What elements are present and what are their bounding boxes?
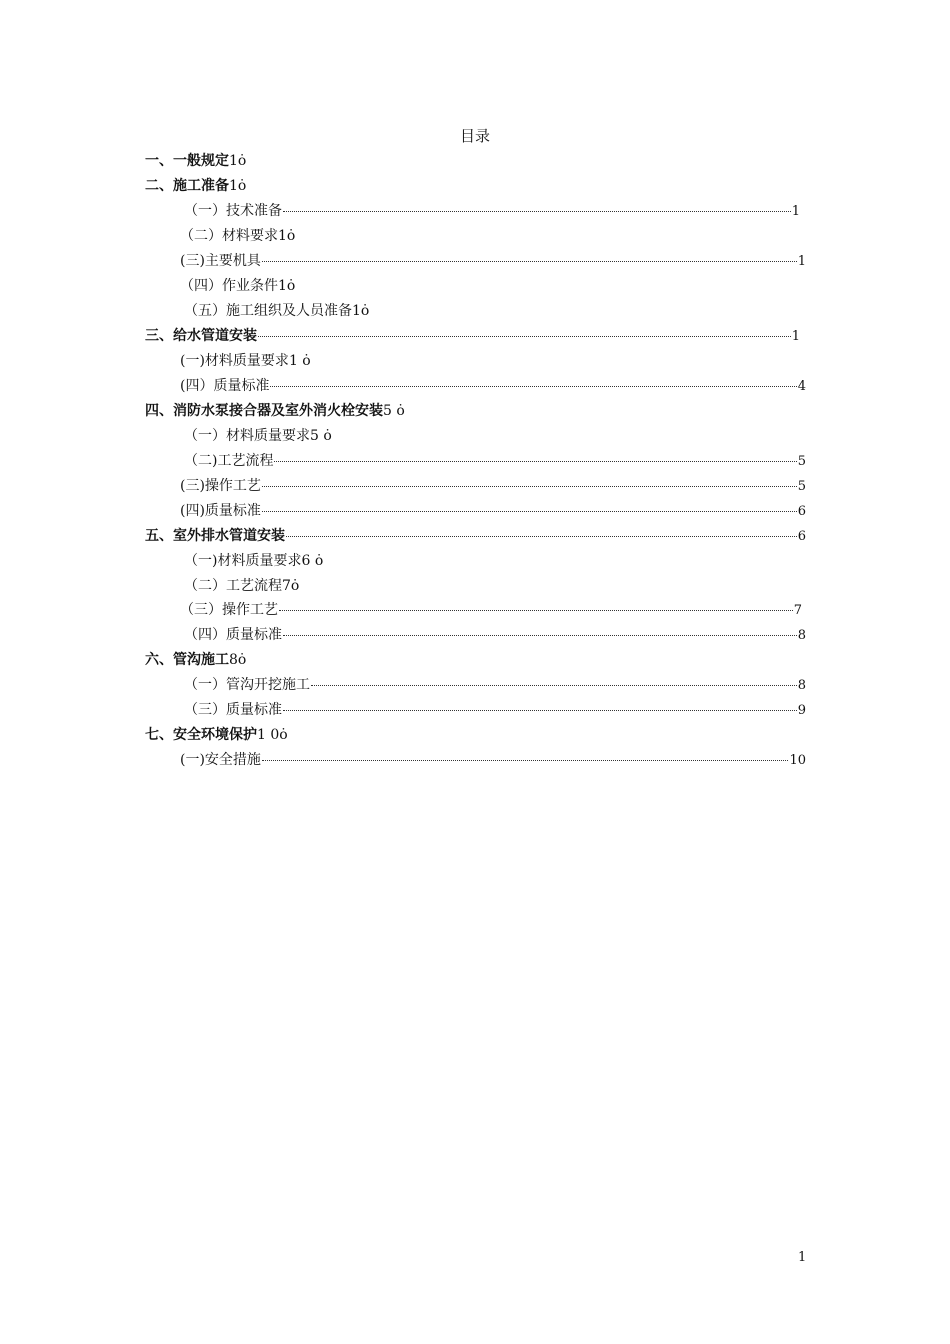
toc-section-entry[interactable] (184, 698, 806, 722)
toc-section-entry[interactable] (184, 199, 800, 223)
dot-leader (283, 709, 797, 711)
toc-chapter-entry[interactable] (145, 723, 288, 747)
toc-section-entry[interactable] (180, 598, 802, 622)
toc-entry-text: 三、给水管道安装 (145, 328, 257, 344)
toc-entry-text: 四、消防水泵接合器及室外消火栓安装 (145, 403, 383, 419)
toc-page-number: 8 (797, 678, 806, 693)
dot-leader (262, 510, 797, 512)
dot-leader (311, 684, 797, 686)
toc-entry-suffix: 6 ȯ (301, 553, 324, 569)
toc-entry-text: 七、安全环境保护 (145, 727, 257, 743)
toc-entry-text: （四）作业条件 (180, 278, 278, 294)
toc-entry-text: 六、管沟施工 (145, 652, 229, 668)
toc-entry-text: （四）质量标准 (184, 627, 282, 643)
toc-page-number: 6 (797, 504, 806, 519)
dot-leader (262, 260, 797, 262)
toc-entry-suffix: 5 ȯ (310, 428, 332, 444)
toc-chapter-entry[interactable] (145, 149, 246, 173)
toc-chapter-entry[interactable] (145, 524, 806, 548)
toc-section-entry[interactable] (180, 474, 806, 498)
toc-entry-text: （三）质量标准 (184, 702, 282, 718)
toc-entry-text: (一)材料质量要求 (180, 353, 289, 369)
toc-entry-text: （一）技术准备 (184, 203, 282, 219)
toc-section-entry[interactable] (184, 299, 369, 323)
dot-leader (262, 759, 789, 761)
toc-section-entry[interactable] (180, 748, 806, 772)
toc-entry-text: 五、室外排水管道安装 (145, 528, 285, 544)
toc-section-entry[interactable] (184, 673, 806, 697)
toc-section-entry[interactable] (180, 499, 806, 523)
toc-page-number: 6 (797, 529, 806, 544)
toc-chapter-entry[interactable] (145, 648, 246, 672)
toc-entry-text: (四)质量标准 (180, 503, 261, 519)
dot-leader (283, 634, 797, 636)
toc-section-entry[interactable] (184, 424, 332, 448)
toc-section-entry[interactable] (184, 623, 806, 647)
toc-page-number: 5 (797, 479, 806, 494)
toc-section-entry[interactable] (184, 574, 299, 598)
dot-leader (274, 460, 796, 462)
toc-entry-suffix: 1ȯ (278, 228, 296, 244)
toc-entry-suffix: 1 0ȯ (257, 727, 288, 743)
toc-entry-text: 一、一般规定 (145, 153, 229, 169)
toc-entry-text: 二、施工准备 (145, 178, 229, 194)
dot-leader (279, 609, 793, 611)
dot-leader (258, 335, 791, 337)
toc-section-entry[interactable] (180, 249, 806, 273)
toc-page-number: 10 (789, 753, 806, 768)
toc-page-number: 1 (791, 329, 800, 344)
toc-section-entry[interactable] (180, 374, 806, 398)
toc-entry-text: (三)操作工艺 (180, 478, 261, 494)
toc-entry-suffix: 7ȯ (282, 578, 300, 594)
toc-section-entry[interactable] (184, 449, 806, 473)
dot-leader (262, 485, 797, 487)
toc-page-number: 4 (797, 379, 806, 394)
toc-entry-text: （一）管沟开挖施工 (184, 677, 310, 693)
toc-entry-suffix: 1ȯ (229, 153, 247, 169)
toc-section-entry[interactable] (180, 224, 295, 248)
toc-entry-suffix: 1 ȯ (288, 353, 311, 369)
toc-entry-suffix: 1ȯ (278, 278, 296, 294)
toc-title: 目录 (459, 127, 490, 145)
toc-page-number: 1 (791, 204, 800, 219)
dot-leader (270, 385, 796, 387)
toc-page-number: 8 (797, 628, 806, 643)
toc-entry-suffix: 1ȯ (352, 303, 370, 319)
toc-entry-text: (三)主要机具 (180, 253, 261, 269)
dot-leader (283, 210, 791, 212)
toc-entry-suffix: 1ȯ (229, 178, 247, 194)
page-number: 1 (798, 1250, 807, 1265)
toc-entry-text: （五）施工组织及人员准备 (184, 303, 352, 319)
toc-page-number: 5 (797, 454, 806, 469)
dot-leader (286, 535, 797, 537)
toc-section-entry[interactable] (180, 349, 311, 373)
toc-section-entry[interactable] (184, 549, 323, 573)
toc-section-entry[interactable] (180, 274, 295, 298)
toc-entry-text: (一)安全措施 (180, 752, 261, 768)
toc-page-number: 9 (797, 703, 806, 718)
toc-chapter-entry[interactable] (145, 174, 246, 198)
toc-entry-text: （二)工艺流程 (184, 453, 274, 469)
toc-chapter-entry[interactable] (145, 324, 800, 348)
toc-chapter-entry[interactable] (145, 399, 405, 423)
toc-entry-text: （一)材料质量要求 (184, 553, 302, 569)
toc-page-number: 1 (797, 254, 806, 269)
toc-page-number: 7 (793, 603, 802, 618)
toc-entry-suffix: 8ȯ (229, 652, 247, 668)
toc-entry-text: （三）操作工艺 (180, 602, 278, 618)
toc-entry-text: （二）工艺流程 (184, 578, 282, 594)
toc-entry-text: （一）材料质量要求 (184, 428, 310, 444)
toc-entry-text: （二）材料要求 (180, 228, 278, 244)
toc-entry-suffix: 5 ȯ (383, 403, 405, 419)
toc-entry-text: (四）质量标准 (180, 378, 270, 394)
